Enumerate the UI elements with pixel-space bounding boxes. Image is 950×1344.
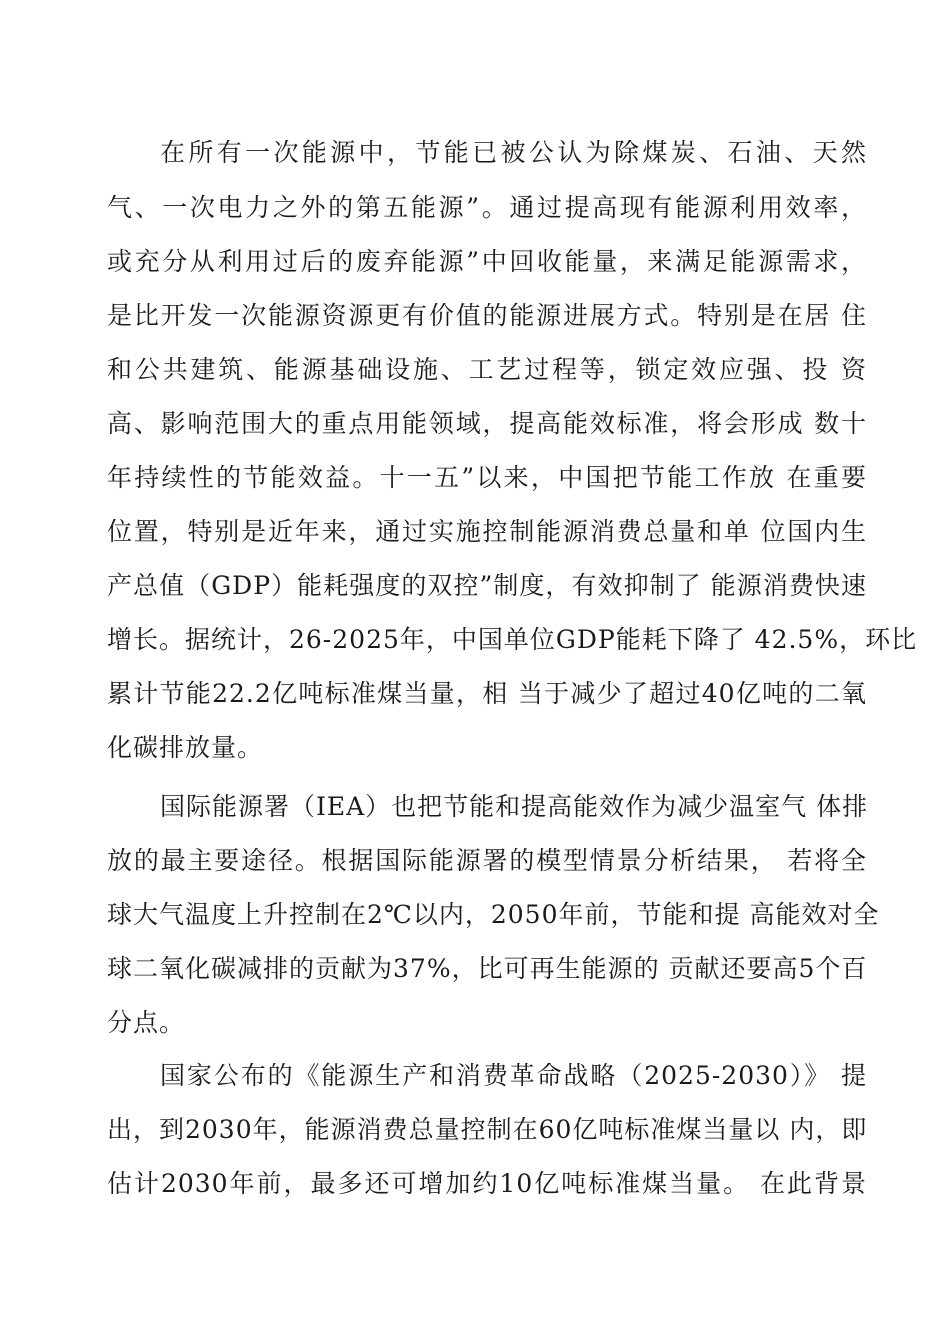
text-line: 估计2030年前，最多还可增加约10亿吨标准煤当量。 在此背景 xyxy=(107,1169,867,1198)
text-line: 球二氧化碳减排的贡献为37%，比可再生能源的 贡献还要高5个百 xyxy=(107,954,868,983)
text-line: 分点。 xyxy=(107,1008,186,1037)
text-line: 气、一次电力之外的第五能源”。通过提高现有能源利用效率， xyxy=(107,193,867,222)
text-line: 是比开发一次能源资源更有价值的能源进展方式。特别是在居 住 xyxy=(107,301,867,330)
text-line: 累计节能22.2亿吨标准煤当量，相 当于减少了超过40亿吨的二氧 xyxy=(107,679,867,708)
text-line: 球大气温度上升控制在2℃以内，2050年前，节能和提 高能效对全 xyxy=(107,900,880,929)
text-line: 年持续性的节能效益。十一五”以来，中国把节能工作放 在重要 xyxy=(107,463,867,492)
text-line: 高、影响范围大的重点用能领域，提高能效标准，将会形成 数十 xyxy=(107,409,867,438)
text-line: 位置，特别是近年来，通过实施控制能源消费总量和单 位国内生 xyxy=(107,517,867,546)
text-line: 国家公布的《能源生产和消费革命战略（2025-2030）》 提 xyxy=(160,1061,867,1090)
text-line: 化碳排放量。 xyxy=(107,733,264,762)
text-line: 和公共建筑、能源基础设施、工艺过程等，锁定效应强、投 资 xyxy=(107,355,867,384)
text-line: 增长。据统计，26-2025年，中国单位GDP能耗下降了 42.5%，环比 xyxy=(107,625,918,654)
text-line: 在所有一次能源中，节能已被公认为除煤炭、石油、天然 xyxy=(160,138,867,167)
text-line: 或充分从利用过后的废弃能源”中回收能量，来满足能源需求， xyxy=(107,247,867,276)
text-line: 出，到2030年，能源消费总量控制在60亿吨标准煤当量以 内，即 xyxy=(107,1115,868,1144)
text-line: 国际能源署（IEA）也把节能和提高能效作为减少温室气 体排 xyxy=(160,792,869,821)
text-line: 产总值（GDP）能耗强度的双控”制度，有效抑制了 能源消费快速 xyxy=(107,571,867,600)
text-line: 放的最主要途径。根据国际能源署的模型情景分析结果， 若将全 xyxy=(107,846,867,875)
